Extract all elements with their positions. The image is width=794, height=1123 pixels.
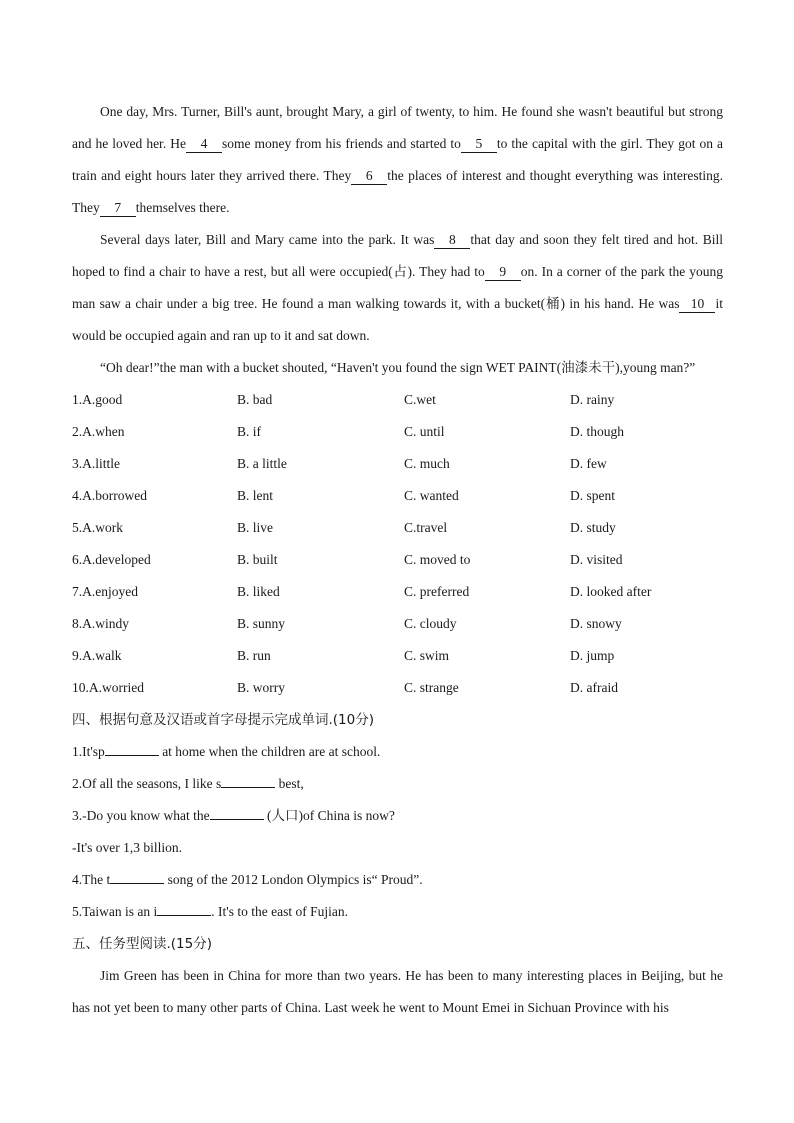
blank-4: 4 <box>186 136 222 153</box>
reading-paragraph: Jim Green has been in China for more than two years. He has been to many interesting places in Beijing, but he has not yet been to many other parts of China. Last week he went to Mount Emei in Sichuan Province with his <box>72 968 723 1015</box>
option-a: 6.A.developed <box>72 552 151 567</box>
question-text: 4.The t <box>72 872 111 887</box>
option-row <box>72 416 723 448</box>
passage-paragraph-1 <box>72 96 723 224</box>
option-d: D. few <box>570 456 607 471</box>
option-c: C. strange <box>404 680 459 695</box>
blank-9: 9 <box>485 264 521 281</box>
passage-text: One day, Mrs. Turner, Bill's aunt, brought Mary, a girl of twenty, to him. He found she wasn't beautiful but strong and he loved her. He <box>72 104 723 151</box>
document-page <box>72 96 723 1024</box>
passage-text: the places of interest and thought everything was interesting. They <box>72 168 723 215</box>
question-text: (人口)of China is now? <box>263 808 395 823</box>
option-d: D. though <box>570 424 624 439</box>
answer-blank[interactable] <box>110 869 164 884</box>
option-row <box>72 608 723 640</box>
option-d: D. rainy <box>570 392 615 407</box>
option-b: B. a little <box>237 456 287 471</box>
question-5 <box>72 896 723 928</box>
option-b: B. sunny <box>237 616 286 631</box>
option-row <box>72 480 723 512</box>
option-a: 4.A.borrowed <box>72 488 147 503</box>
option-c: C. preferred <box>404 584 470 599</box>
passage-paragraph-2 <box>72 224 723 352</box>
passage-text: it would be occupied again and ran up to it and sat down. <box>72 296 723 343</box>
question-text: song of the 2012 London Olympics is“ Proud”. <box>164 872 423 887</box>
option-b: B. run <box>237 648 271 663</box>
answer-blank[interactable] <box>221 773 275 788</box>
option-a: 10.A.worried <box>72 680 144 695</box>
option-row <box>72 640 723 672</box>
answer-blank[interactable] <box>157 901 211 916</box>
options-list <box>72 384 723 704</box>
question-2 <box>72 768 723 800</box>
question-text: best, <box>275 776 304 791</box>
option-a: 3.A.little <box>72 456 120 471</box>
option-row <box>72 576 723 608</box>
option-a: 1.A.good <box>72 392 123 407</box>
question-text: . It's to the east of Fujian. <box>211 904 348 919</box>
passage-text: some money from his friends and started to <box>221 136 461 151</box>
option-b: B. live <box>237 520 273 535</box>
option-d: D. study <box>570 520 616 535</box>
question-text: at home when the children are at school. <box>158 744 381 759</box>
option-a: 5.A.work <box>72 520 123 535</box>
option-row <box>72 672 723 704</box>
question-4 <box>72 864 723 896</box>
option-d: D. visited <box>570 552 623 567</box>
option-d: D. spent <box>570 488 615 503</box>
option-c: C. wanted <box>404 488 459 503</box>
option-c: C. much <box>404 456 450 471</box>
passage-text: themselves there. <box>135 200 230 215</box>
option-b: B. lent <box>237 488 273 503</box>
option-b: B. if <box>237 424 262 439</box>
option-a: 9.A.walk <box>72 648 122 663</box>
option-c: C. moved to <box>404 552 471 567</box>
blank-8: 8 <box>434 232 470 249</box>
option-a: 7.A.enjoyed <box>72 584 138 599</box>
option-c: C. cloudy <box>404 616 457 631</box>
blank-10: 10 <box>679 296 715 313</box>
option-a: 2.A.when <box>72 424 125 439</box>
option-b: B. worry <box>237 680 285 695</box>
question-text: 3.-Do you know what the <box>72 808 210 823</box>
passage-text: to the capital with the girl. They got on a train and eight hours later they arrived there. They <box>72 136 723 183</box>
passage-paragraph-3: “Oh dear!”the man with a bucket shouted, “Haven't you found the sign WET PAINT(油漆未干),young man?” <box>100 360 696 375</box>
option-a: 8.A.windy <box>72 616 129 631</box>
passage-text: that day and soon they felt tired and hot. Bill hoped to find a chair to have a rest, but all were occupied(占). They had to <box>72 232 724 279</box>
section-4-heading: 四、根据句意及汉语或首字母提示完成单词.(10分) <box>72 712 375 728</box>
option-b: B. liked <box>237 584 280 599</box>
option-b: B. built <box>237 552 278 567</box>
option-d: D. looked after <box>570 584 652 599</box>
option-d: D. snowy <box>570 616 622 631</box>
answer-blank[interactable] <box>105 741 159 756</box>
section-5-heading: 五、任务型阅读.(15分) <box>72 936 213 952</box>
question-3 <box>72 800 723 832</box>
question-text: 1.It'sp <box>72 744 105 759</box>
blank-5: 5 <box>461 136 497 153</box>
passage-text: on. In a corner of the park the young man saw a chair under a big tree. He found a man walking towards it, with a bucket(桶) in his hand. He was <box>72 264 723 311</box>
passage-text: Several days later, Bill and Mary came into the park. It was <box>100 232 435 247</box>
option-c: C.wet <box>404 392 436 407</box>
option-c: C.travel <box>404 520 448 535</box>
option-row <box>72 448 723 480</box>
answer-blank[interactable] <box>210 805 264 820</box>
option-row <box>72 512 723 544</box>
blank-7: 7 <box>100 200 136 217</box>
blank-6: 6 <box>351 168 387 185</box>
option-row <box>72 384 723 416</box>
option-row <box>72 544 723 576</box>
question-1 <box>72 736 723 768</box>
option-c: C. until <box>404 424 445 439</box>
question-text: 5.Taiwan is an i <box>72 904 158 919</box>
option-d: D. jump <box>570 648 615 663</box>
question-text: 2.Of all the seasons, I like s <box>72 776 222 791</box>
question-3-answer-line: -It's over 1,3 billion. <box>72 840 183 855</box>
option-c: C. swim <box>404 648 450 663</box>
option-d: D. afraid <box>570 680 618 695</box>
option-b: B. bad <box>237 392 273 407</box>
